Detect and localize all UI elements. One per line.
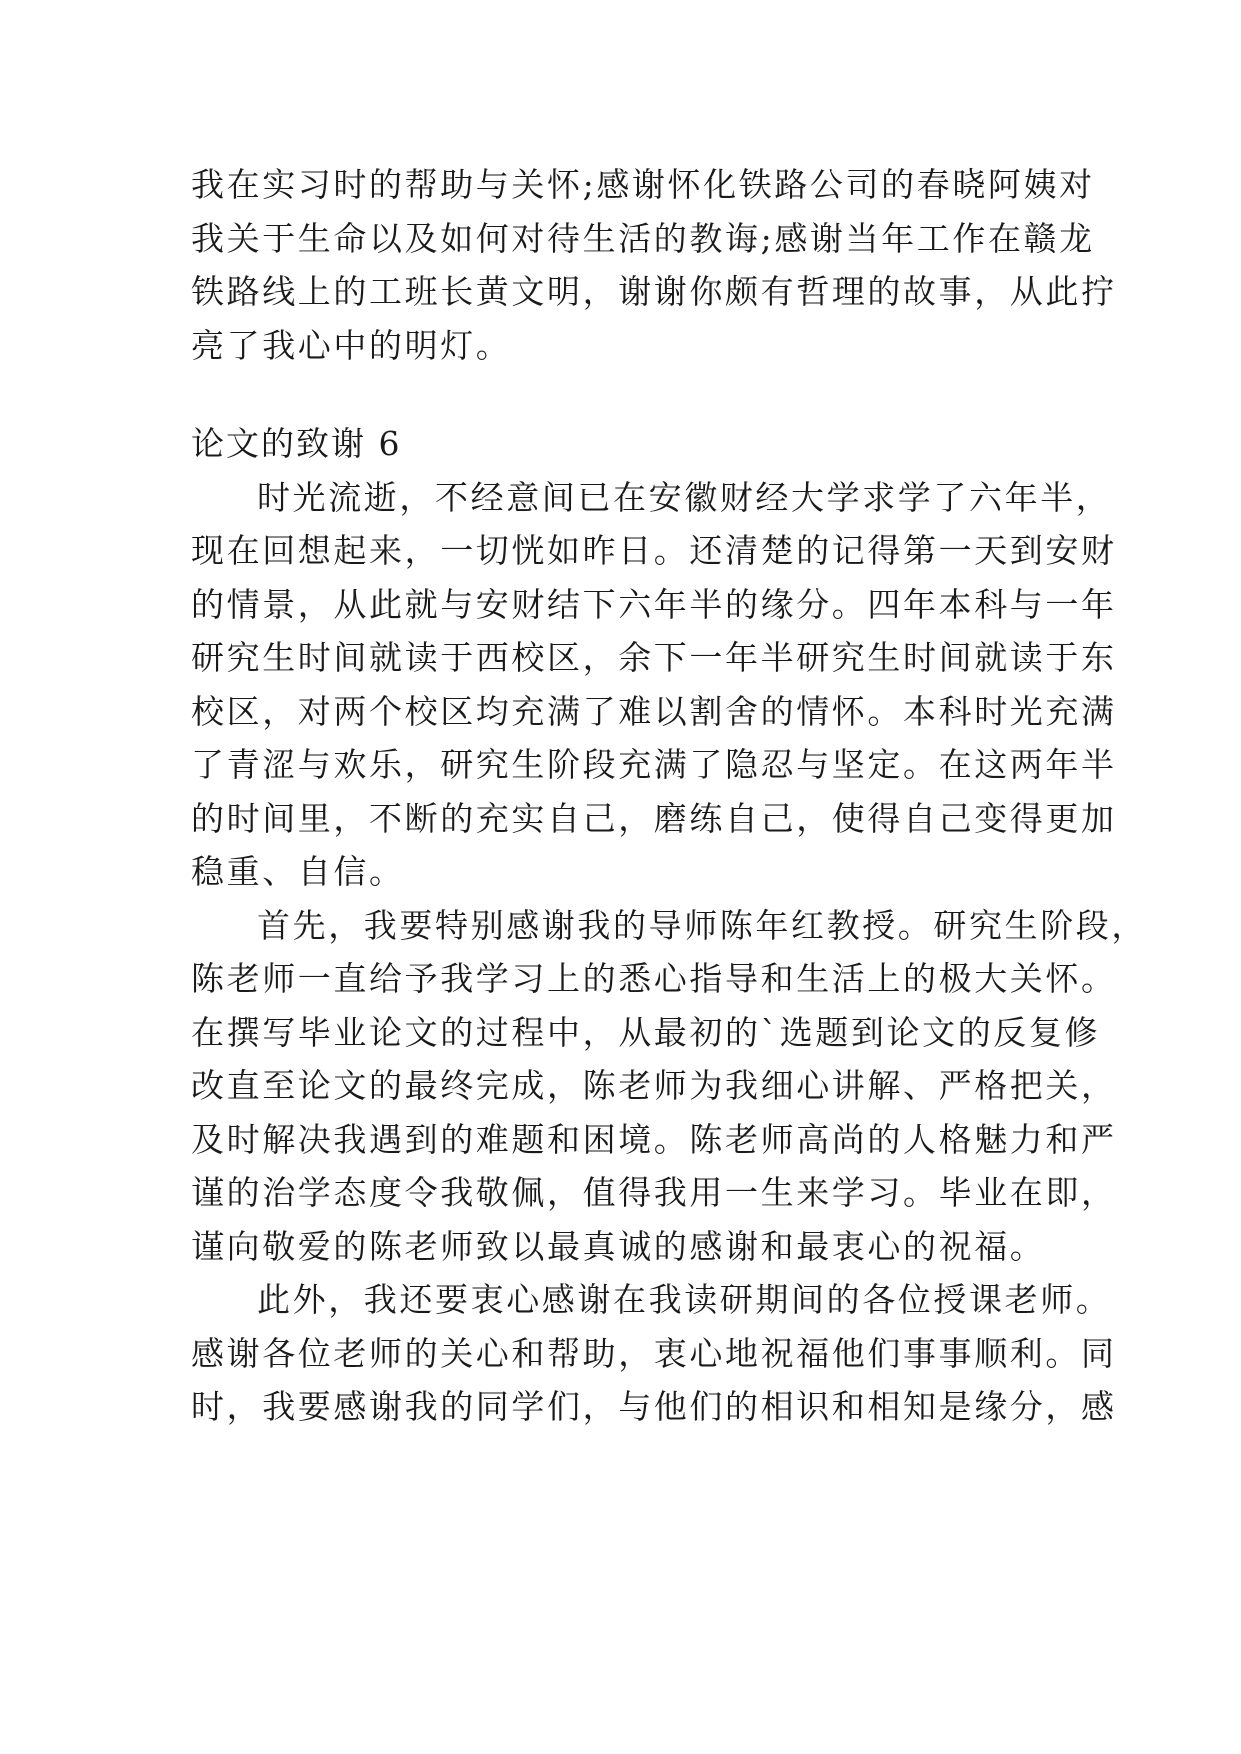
text-line: 现在回想起来，一切恍如昨日。还清楚的记得第一天到安财 bbox=[191, 531, 1117, 570]
text-line: 的时间里，不断的充实自己，磨练自己，使得自己变得更加 bbox=[191, 798, 1117, 838]
text-line: 谨向敬爱的陈老师致以最真诚的感谢和最衷心的祝福。 bbox=[191, 1226, 1046, 1266]
text-line: 感谢各位老师的关心和帮助，衷心地祝福他们事事顺利。同 bbox=[191, 1333, 1117, 1373]
text-line: 研究生时间就读于西校区，余下一年半研究生时间就读于东 bbox=[191, 638, 1117, 677]
text-line: 陈老师一直给予我学习上的悉心指导和生活上的极大关怀。 bbox=[191, 959, 1117, 998]
text-line: 及时解决我遇到的难题和困境。陈老师高尚的人格魅力和严 bbox=[191, 1119, 1117, 1159]
text-line: 亮了我心中的明灯。 bbox=[191, 325, 512, 365]
text-line: 的情景，从此就与安财结下六年半的缘分。四年本科与一年 bbox=[191, 584, 1117, 624]
text-line: 谨的治学态度令我敬佩，值得我用一生来学习。毕业在即， bbox=[191, 1173, 1117, 1212]
paragraph-3 bbox=[191, 1273, 1117, 1434]
text-line: 首先，我要特别感谢我的导师陈年红教授。研究生阶段， bbox=[257, 905, 1147, 945]
document-body bbox=[191, 158, 1147, 1434]
paragraph-1 bbox=[191, 471, 1117, 899]
text-line: 我在实习时的帮助与关怀;感谢怀化铁路公司的春晓阿姨对 bbox=[191, 165, 1095, 204]
text-line: 稳重、自信。 bbox=[191, 852, 405, 891]
text-line: 校区，对两个校区均充满了难以割舍的情怀。本科时光充满 bbox=[191, 691, 1117, 731]
text-line: 了青涩与欢乐，研究生阶段充满了隐忍与坚定。在这两年半 bbox=[191, 745, 1117, 784]
section-title: 论文的致谢 6 bbox=[191, 424, 402, 463]
text-line: 此外，我还要衷心感谢在我读研期间的各位授课老师。 bbox=[257, 1280, 1112, 1319]
continuation-paragraph bbox=[191, 158, 1117, 372]
text-line: 在撰写毕业论文的过程中，从最初的`选题到论文的反复修 bbox=[191, 1012, 1101, 1052]
text-line: 我关于生命以及如何对待生活的教诲;感谢当年工作在赣龙 bbox=[191, 218, 1095, 258]
text-line: 时，我要感谢我的同学们，与他们的相识和相知是缘分，感 bbox=[191, 1387, 1117, 1426]
text-line: 改直至论文的最终完成，陈老师为我细心讲解、严格把关， bbox=[191, 1066, 1117, 1105]
paragraph-2 bbox=[191, 899, 1147, 1274]
text-line: 铁路线上的工班长黄文明，谢谢你颇有哲理的故事，从此拧 bbox=[191, 272, 1117, 311]
text-line: 时光流逝，不经意间已在安徽财经大学求学了六年半， bbox=[257, 477, 1112, 517]
